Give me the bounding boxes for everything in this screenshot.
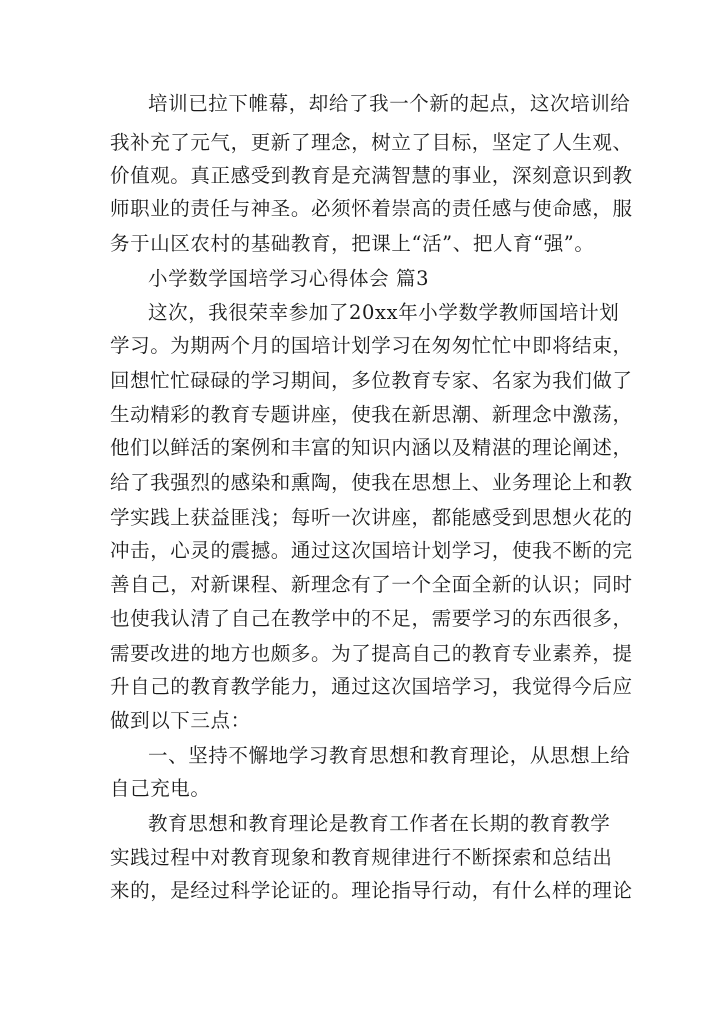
- text-line: 教育思想和教育理论是教育工作者在长期的教育教学: [148, 812, 611, 835]
- text-line: 善自己，对新课程、新理念有了一个全面全新的认识；同时: [110, 573, 633, 596]
- list-item-heading: 一、坚持不懈地学习教育思想和教育理论，从思想上给: [148, 744, 631, 767]
- text-line: 价值观。真正感受到教育是充满智慧的事业，深刻意识到教: [110, 164, 633, 187]
- text-line: 学习。为期两个月的国培计划学习在匆匆忙忙中即将结束，: [110, 334, 633, 357]
- text-line: 也使我认清了自己在教学中的不足，需要学习的东西很多，: [110, 607, 633, 630]
- text-line: 这次，我很荣幸参加了20xx年小学数学教师国培计划: [148, 301, 620, 324]
- text-line: 务于山区农村的基础教育，把课上“活”、把人育“强”。: [110, 232, 595, 255]
- text-line: 给了我强烈的感染和熏陶，使我在思想上、业务理论上和教: [110, 471, 633, 494]
- text-line: 做到以下三点：: [110, 709, 251, 732]
- text-line: 培训已拉下帷幕，却给了我一个新的起点，这次培训给: [148, 92, 631, 115]
- text-line: 他们以鲜活的案例和丰富的知识内涵以及精湛的理论阐述，: [110, 436, 633, 459]
- text-line: 升自己的教育教学能力，通过这次国培学习，我觉得今后应: [110, 675, 633, 698]
- text-line: 需要改进的地方也颇多。为了提高自己的教育专业素养，提: [110, 642, 633, 665]
- text-line: 冲击，心灵的震撼。通过这次国培计划学习，使我不断的完: [110, 539, 633, 562]
- text-line: 自己充电。: [110, 777, 211, 800]
- text-line: 实践过程中对教育现象和教育规律进行不断探索和总结出: [110, 846, 613, 869]
- section-heading: 小学数学国培学习心得体会 篇3: [148, 267, 430, 290]
- text-line: 生动精彩的教育专题讲座，使我在新思潮、新理念中激荡，: [110, 403, 633, 426]
- text-line: 我补充了元气，更新了理念，树立了目标，坚定了人生观、: [110, 131, 633, 154]
- text-line: 来的，是经过科学论证的。理论指导行动，有什么样的理论: [110, 879, 633, 902]
- text-line: 回想忙忙碌碌的学习期间，多位教育专家、名家为我们做了: [110, 369, 633, 392]
- text-line: 学实践上获益匪浅；每听一次讲座，都能感受到思想火花的: [110, 506, 633, 529]
- text-line: 师职业的责任与神圣。必须怀着崇高的责任感与使命感，服: [110, 197, 633, 220]
